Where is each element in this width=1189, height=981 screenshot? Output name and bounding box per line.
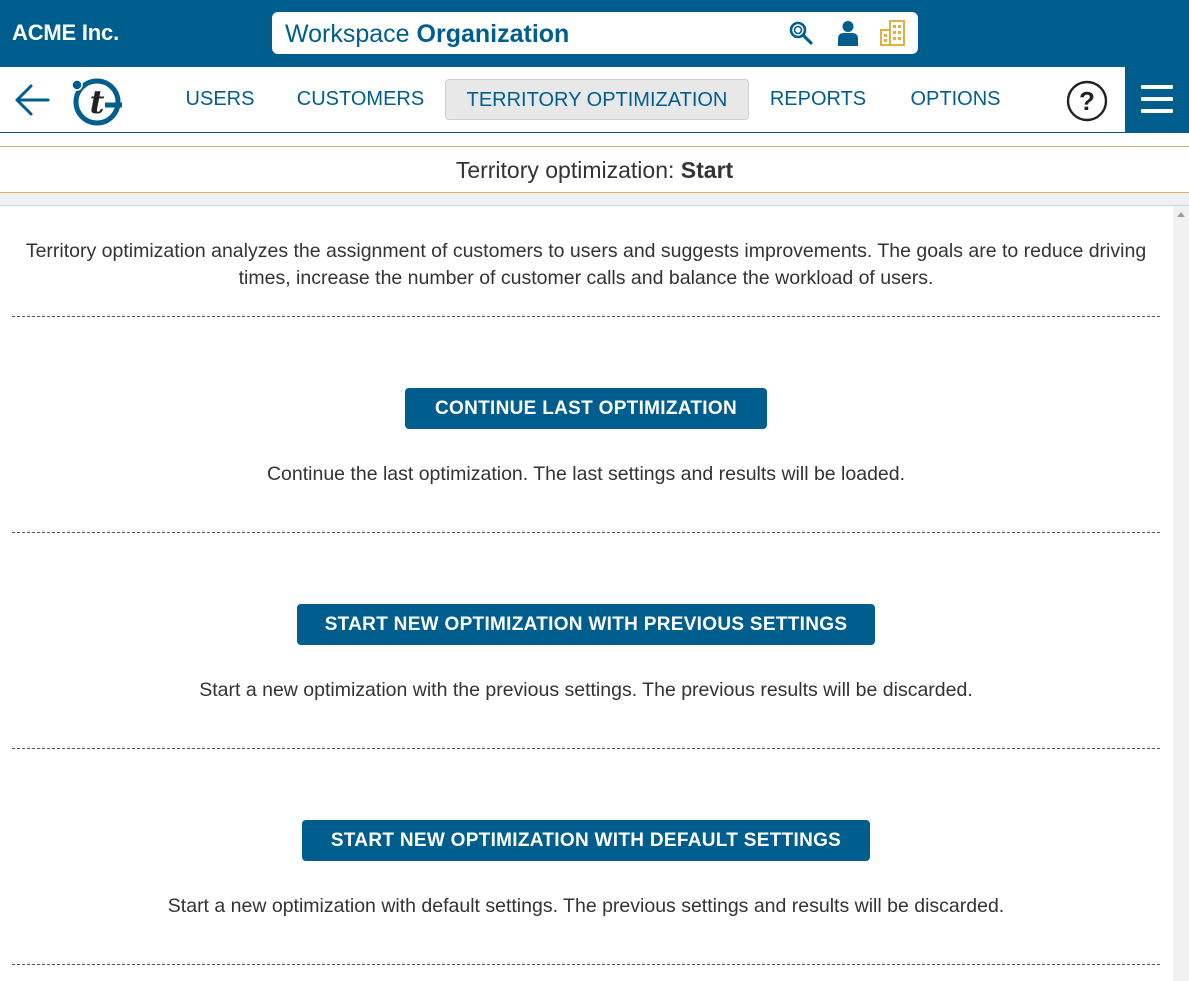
start-with-default-settings-button[interactable]: START NEW OPTIMIZATION WITH DEFAULT SETTINGS xyxy=(302,820,870,861)
start-with-previous-settings-button[interactable]: START NEW OPTIMIZATION WITH PREVIOUS SETTINGS xyxy=(297,604,875,645)
default-settings-description: Start a new optimization with default settings. The previous settings and results will be discarded. xyxy=(167,895,1005,917)
hamburger-menu-icon[interactable] xyxy=(1125,67,1189,132)
help-icon[interactable] xyxy=(1066,80,1108,122)
page-title-step: Start xyxy=(680,157,734,183)
previous-settings-description: Start a new optimization with the previous settings. The previous results will be discarded. xyxy=(199,679,973,701)
section-divider xyxy=(12,532,1160,533)
scroll-up-arrow-icon[interactable] xyxy=(1177,212,1185,217)
content-scrollbar[interactable] xyxy=(1173,206,1189,981)
workspace-title xyxy=(285,20,569,49)
title-separator xyxy=(0,193,1189,206)
search-users-icon[interactable] xyxy=(787,19,815,47)
page-title-prefix: Territory optimization: xyxy=(455,157,675,183)
workspace-label: Workspace xyxy=(285,20,410,48)
building-icon[interactable] xyxy=(879,19,907,47)
intro-text: Territory optimization analyzes the assignment of customers to users and suggests improvements. The goals are to reduce driving times, increase the number of customer calls and balance the workload of users. xyxy=(25,240,1147,289)
back-arrow-icon[interactable] xyxy=(12,81,52,119)
top-header xyxy=(0,0,1189,67)
help-label: ? xyxy=(1079,86,1095,116)
section-divider xyxy=(12,316,1160,317)
tab-options[interactable]: OPTIONS xyxy=(910,88,1001,110)
tab-territory-optimization[interactable]: TERRITORY OPTIMIZATION xyxy=(445,79,749,120)
page-title xyxy=(0,157,1189,184)
continue-last-description: Continue the last optimization. The last settings and results will be loaded. xyxy=(266,463,906,485)
main-nav xyxy=(0,67,1189,133)
page-title-bar xyxy=(0,146,1189,193)
user-icon[interactable] xyxy=(834,19,862,47)
section-divider xyxy=(12,748,1160,749)
tab-customers[interactable]: CUSTOMERS xyxy=(296,88,425,110)
continue-last-optimization-button[interactable]: CONTINUE LAST OPTIMIZATION xyxy=(405,388,767,429)
tab-users[interactable]: USERS xyxy=(185,88,255,110)
svg-text:t: t xyxy=(89,83,105,121)
workspace-bar[interactable] xyxy=(272,12,918,54)
workspace-name: Organization xyxy=(416,20,570,48)
app-logo-icon[interactable] xyxy=(70,76,122,126)
tab-reports[interactable]: REPORTS xyxy=(769,88,867,110)
section-divider xyxy=(12,964,1160,965)
brand-name: ACME Inc. xyxy=(12,20,119,45)
